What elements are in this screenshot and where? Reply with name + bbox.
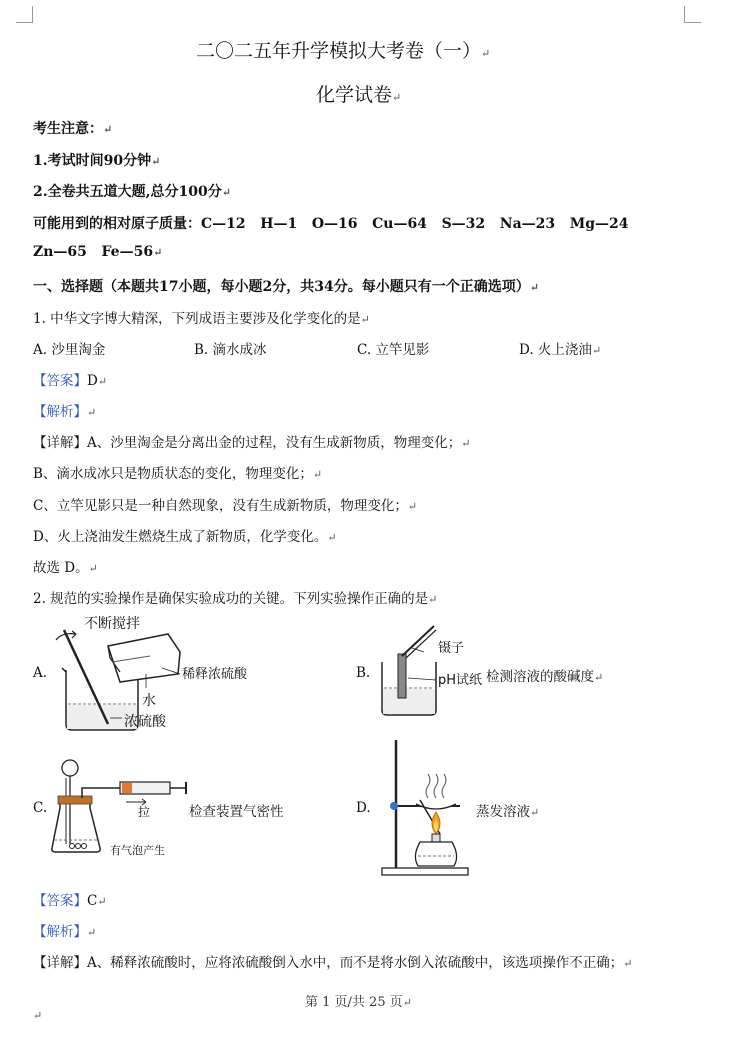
figure-evaporation <box>376 738 476 878</box>
end-paragraph-mark: ↵ <box>33 1009 43 1022</box>
q2-analysis: 【解析】↵ <box>33 924 97 940</box>
q1-detail-d: D、火上浇油发生燃烧生成了新物质，化学变化。↵ <box>33 529 337 545</box>
water-label: 水 <box>142 693 156 709</box>
conc-acid-label: 浓硫酸 <box>124 714 166 730</box>
ph-paper-label: pH试纸 <box>438 673 483 688</box>
atomic-mass-line-2: Zn—65 Fe—56↵ <box>33 244 163 260</box>
q1-detail-c: C、立竿见影只是一种自然现象，没有生成新物质，物理变化；↵ <box>33 498 418 514</box>
figure-airtight-check <box>50 758 190 862</box>
atomic-mass-line-1: 可能用到的相对原子质量：C—12 H—1 O—16 Cu—64 S—32 Na—23 Mg—24 <box>33 216 629 232</box>
q1-option-a: A. 沙里淘金 <box>33 342 106 358</box>
crop-mark-top-right <box>684 6 701 23</box>
q1-answer: 【答案】D↵ <box>33 373 108 389</box>
q2-detail-a: 【详解】A、稀释浓硫酸时，应将浓硫酸倒入水中，而不是将水倒入浓硫酸中，该选项操作不正确；↵ <box>33 955 633 971</box>
tweezer-label: 镊子 <box>438 641 465 656</box>
q2-option-a-letter: A. <box>33 665 48 681</box>
figure-ph-test <box>376 622 486 722</box>
bubble-label: 有气泡产生 <box>110 844 165 857</box>
q1-option-b: B. 滴水成冰 <box>194 342 267 358</box>
q2-option-b-caption: 检测溶液的酸碱度↵ <box>486 669 604 685</box>
section-heading: 一、选择题（本题共17小题，每小题2分，共34分。每小题只有一个正确选项）↵ <box>33 279 539 295</box>
page-footer: 第 1 页/共 25 页↵ <box>305 995 412 1010</box>
acid-label: 稀释浓硫酸 <box>182 667 248 682</box>
notes-heading: 考生注意：↵ <box>33 121 113 137</box>
crop-mark-top-left <box>16 6 33 23</box>
stir-label: 不断搅拌 <box>84 616 140 632</box>
q2-option-d-letter: D. <box>356 800 371 816</box>
q1-conclusion: 故选 D。↵ <box>33 560 98 576</box>
q1-analysis: 【解析】↵ <box>33 404 97 420</box>
q2-answer: 【答案】C↵ <box>33 893 107 909</box>
q2-stem: 2. 规范的实验操作是确保实验成功的关键。下列实验操作正确的是↵ <box>33 591 438 607</box>
subject-title: 化学试卷↵ <box>316 84 402 106</box>
q2-option-c-letter: C. <box>33 800 48 816</box>
q1-option-c: C. 立竿见影 <box>357 342 430 358</box>
notes-item-1: 1.考试时间90分钟↵ <box>33 153 161 169</box>
q2-option-b-letter: B. <box>356 665 371 681</box>
exam-title: 二〇二五年升学模拟大考卷（一）↵ <box>196 40 491 62</box>
q1-stem: 1. 中华文字博大精深，下列成语主要涉及化学变化的是↵ <box>33 311 370 327</box>
q1-detail-a: 【详解】A、沙里淘金是分离出金的过程，没有生成新物质，物理变化；↵ <box>33 435 471 451</box>
q1-option-d: D. 火上浇油↵ <box>519 342 602 358</box>
q2-option-c-caption: 检查装置气密性 <box>189 804 284 820</box>
figure-dilute-acid <box>50 612 320 737</box>
pull-label: 拉 <box>138 805 151 819</box>
notes-item-2: 2.全卷共五道大题,总分100分↵ <box>33 184 231 200</box>
q2-option-d-caption: 蒸发溶液↵ <box>476 804 540 820</box>
q1-detail-b: B、滴水成冰只是物质状态的变化，物理变化；↵ <box>33 466 323 482</box>
